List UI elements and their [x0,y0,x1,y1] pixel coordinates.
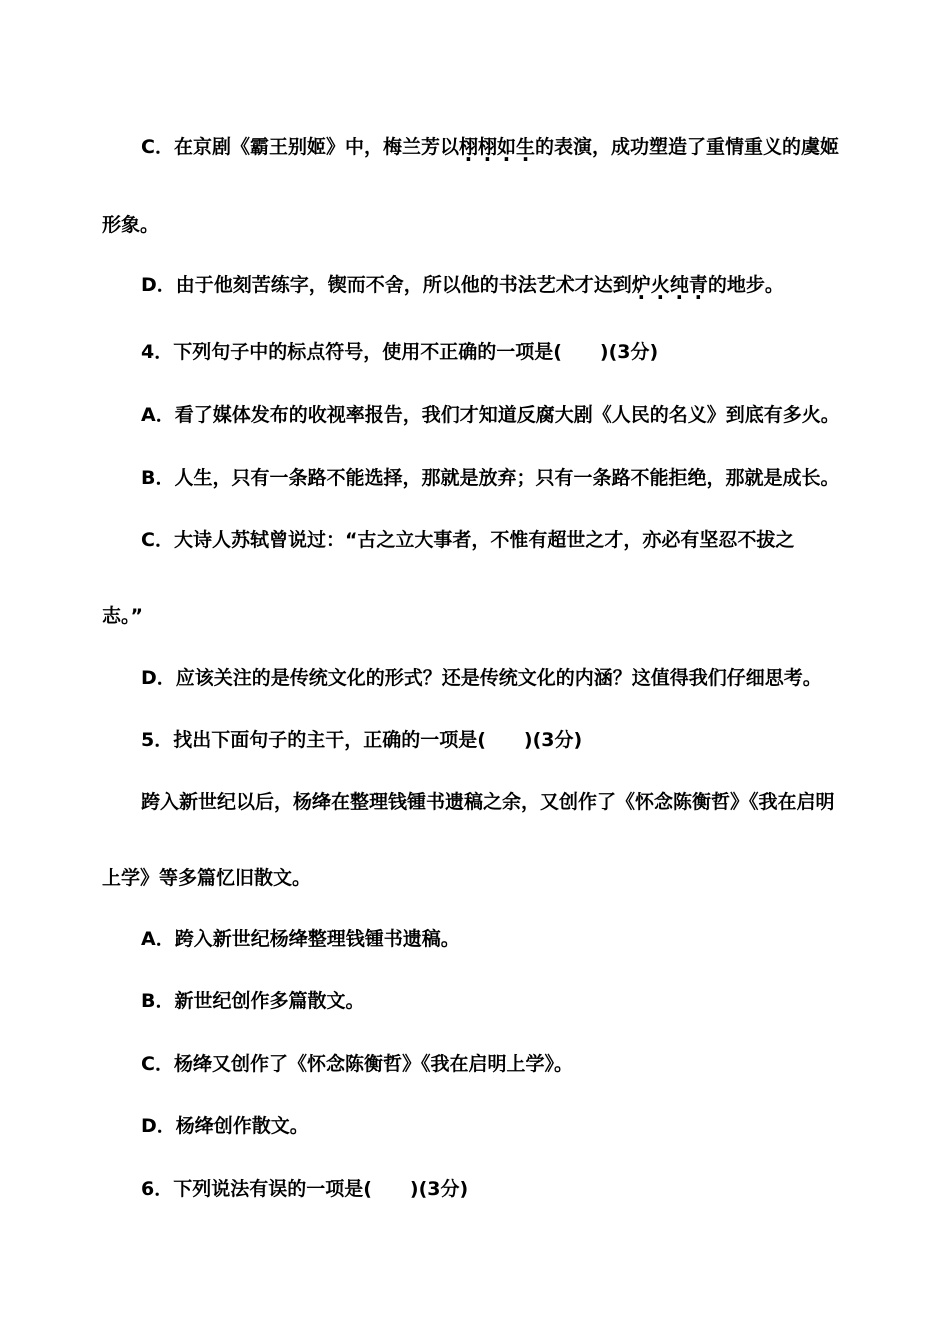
q5-option-c: C．杨绛又创作了《怀念陈衡哲》《我在启明上学》。 [141,1053,573,1075]
q3-option-c [141,135,839,159]
emphasis-char: 炉 [631,274,651,296]
q5-stem: 5．找出下面句子的主干，正确的一项是( )(3分) [141,729,583,751]
q3-option-d-pre: D．由于他刻苦练字，锲而不舍，所以他的书法艺术才达到 [141,274,632,296]
emphasis-char: 火 [650,274,670,296]
emphasis-char: 青 [688,274,708,296]
q5-option-a: A．跨入新世纪杨绛整理钱锺书遗稿。 [141,928,460,950]
emphasis-char: 生 [516,136,536,158]
emphasis-char: 如 [496,136,516,158]
q4-option-d: D．应该关注的是传统文化的形式？还是传统文化的内涵？这值得我们仔细思考。 [141,667,822,689]
q4-option-c-continuation: 志。” [102,605,143,627]
q4-stem: 4．下列句子中的标点符号，使用不正确的一项是( )(3分) [141,341,659,363]
q5-option-b: B．新世纪创作多篇散文。 [141,990,365,1012]
q6-stem: 6．下列说法有误的一项是( )(3分) [141,1178,469,1200]
q5-sentence: 跨入新世纪以后，杨绛在整理钱锺书遗稿之余，又创作了《怀念陈衡哲》《我在启明 [141,791,835,813]
q3-option-d [141,273,784,297]
q3-option-c-post: 的表演，成功塑造了重情重义的虞姬 [535,136,840,158]
q3-option-c-pre: C．在京剧《霸王别姬》中，梅兰芳以 [141,136,459,158]
q3-option-d-post: 的地步。 [707,274,784,296]
q4-option-b: B．人生，只有一条路不能选择，那就是放弃；只有一条路不能拒绝，那就是成长。 [141,467,840,489]
q5-option-d: D．杨绛创作散文。 [141,1115,309,1137]
emphasis-char: 纯 [669,274,689,296]
emphasis-char: 栩 [458,136,478,158]
q5-sentence-continuation: 上学》等多篇忆旧散文。 [102,867,312,889]
q3-option-c-continuation: 形象。 [102,214,160,236]
q4-option-c: C．大诗人苏轼曾说过：“古之立大事者，不惟有超世之才，亦必有坚忍不拔之 [141,529,795,551]
q4-option-a: A．看了媒体发布的收视率报告，我们才知道反腐大剧《人民的名义》到底有多火。 [141,404,840,426]
emphasis-char: 栩 [477,136,497,158]
